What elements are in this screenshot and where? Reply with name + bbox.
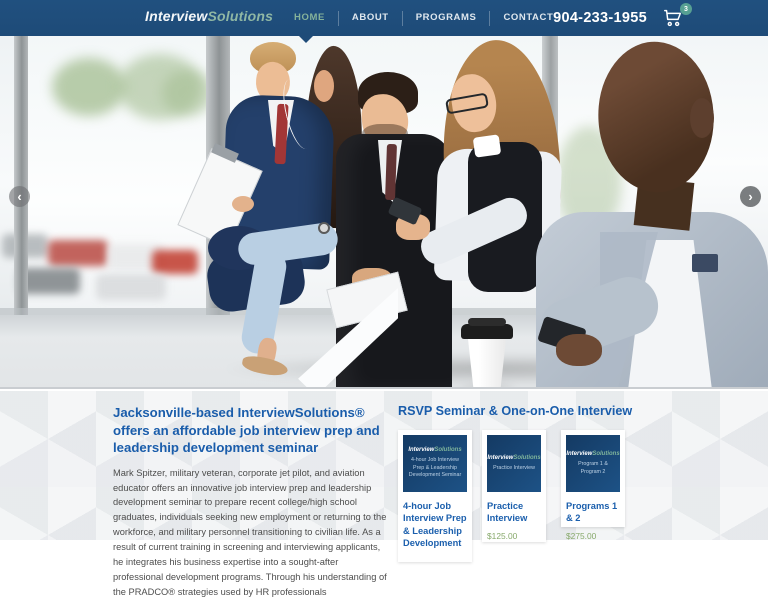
car-blur — [152, 250, 198, 274]
product-title[interactable]: Programs 1 & 2 — [566, 501, 618, 524]
intro-paragraph: Mark Spitzer, military veteran, corporate jet pilot, and aviation educator offers an innovative job interview prep and leadership development seminar to prepare recent college/high school graduates, individuals seeking new employment or returning to the workforce, and military personnel transitioning to civilian life. As a result of current training in screening and interviewing applicants, he integrates his business expertise into a sought-after professional development programs. Through his understanding of the PRADCO® strategies used by HR professionals — [113, 467, 387, 597]
coffee-cup-lid-top — [468, 318, 506, 326]
pocket-square — [692, 254, 718, 272]
product-title[interactable]: Practice Interview — [487, 501, 528, 524]
thumbnail-logo — [566, 451, 619, 457]
chevron-right-icon: › — [748, 189, 753, 204]
main-nav — [281, 0, 566, 36]
logo-part-solutions: Solutions — [207, 8, 274, 24]
site-logo[interactable] — [145, 8, 273, 24]
wrist-watch — [318, 222, 330, 234]
product-card-row — [398, 430, 625, 562]
car-blur — [48, 240, 108, 266]
nav-item-home[interactable]: HOME — [294, 12, 325, 23]
thumb-logo-part1: Interview — [566, 450, 593, 457]
person-ear — [690, 98, 714, 138]
product-thumbnail — [487, 435, 541, 492]
header-right-group — [553, 0, 688, 36]
logo-part-interview: Interview — [145, 8, 208, 24]
person-tie — [385, 144, 397, 200]
carousel-next-button[interactable] — [740, 186, 761, 207]
product-thumbnail — [403, 435, 467, 492]
nav-item-programs[interactable]: PROGRAMS — [415, 12, 477, 23]
phone-number[interactable]: 904-233-1955 — [553, 10, 647, 26]
intro-column — [113, 404, 389, 600]
thumbnail-logo — [408, 447, 461, 453]
thumb-logo-part1: Interview — [408, 446, 435, 453]
tree-blur — [52, 58, 126, 116]
product-card-programs-1-2[interactable] — [561, 430, 625, 541]
chevron-left-icon: ‹ — [17, 189, 22, 204]
thumb-logo-part2: Solutions — [434, 446, 462, 453]
thumb-logo-part2: Solutions — [513, 454, 541, 461]
shop-heading: RSVP Seminar & One-on-One Interview — [398, 404, 633, 418]
product-price: $275.00 — [566, 530, 597, 541]
top-nav-bar — [0, 0, 768, 36]
thumbnail-logo — [487, 455, 540, 461]
product-card-seminar[interactable] — [398, 430, 472, 562]
person-collar — [473, 134, 502, 157]
person-hand — [556, 334, 602, 366]
product-thumbnail — [566, 435, 620, 492]
product-card-practice-interview[interactable] — [482, 430, 546, 542]
thumb-logo-part1: Interview — [487, 454, 514, 461]
nav-item-about[interactable]: ABOUT — [351, 12, 389, 23]
thumbnail-caption: Practice Interview — [493, 464, 535, 471]
cart-count-badge: 3 — [680, 3, 692, 15]
person-hand — [232, 196, 254, 212]
intro-heading: Jacksonville-based InterviewSolutions® offers an affordable job interview prep and leadership development seminar — [113, 405, 380, 456]
thumbnail-caption: 4-hour Job Interview Prep & Leadership Development Seminar — [408, 456, 462, 479]
person-face — [314, 70, 334, 102]
nav-item-contact[interactable]: CONTACT — [503, 12, 554, 23]
cart-button[interactable] — [662, 5, 688, 29]
thumbnail-caption: Program 1 & Program 2 — [578, 460, 608, 475]
car-blur — [96, 274, 166, 300]
shop-column — [398, 404, 758, 548]
thumb-logo-part2: Solutions — [592, 450, 620, 457]
product-price: $125.00 — [487, 530, 518, 541]
hero-carousel-image — [0, 36, 768, 389]
active-nav-pointer — [299, 36, 313, 43]
carousel-prev-button[interactable] — [9, 186, 30, 207]
coffee-cup-lid — [461, 324, 513, 339]
product-title[interactable]: 4-hour Job Interview Prep & Leadership Development — [403, 501, 467, 548]
content-section — [0, 391, 768, 597]
